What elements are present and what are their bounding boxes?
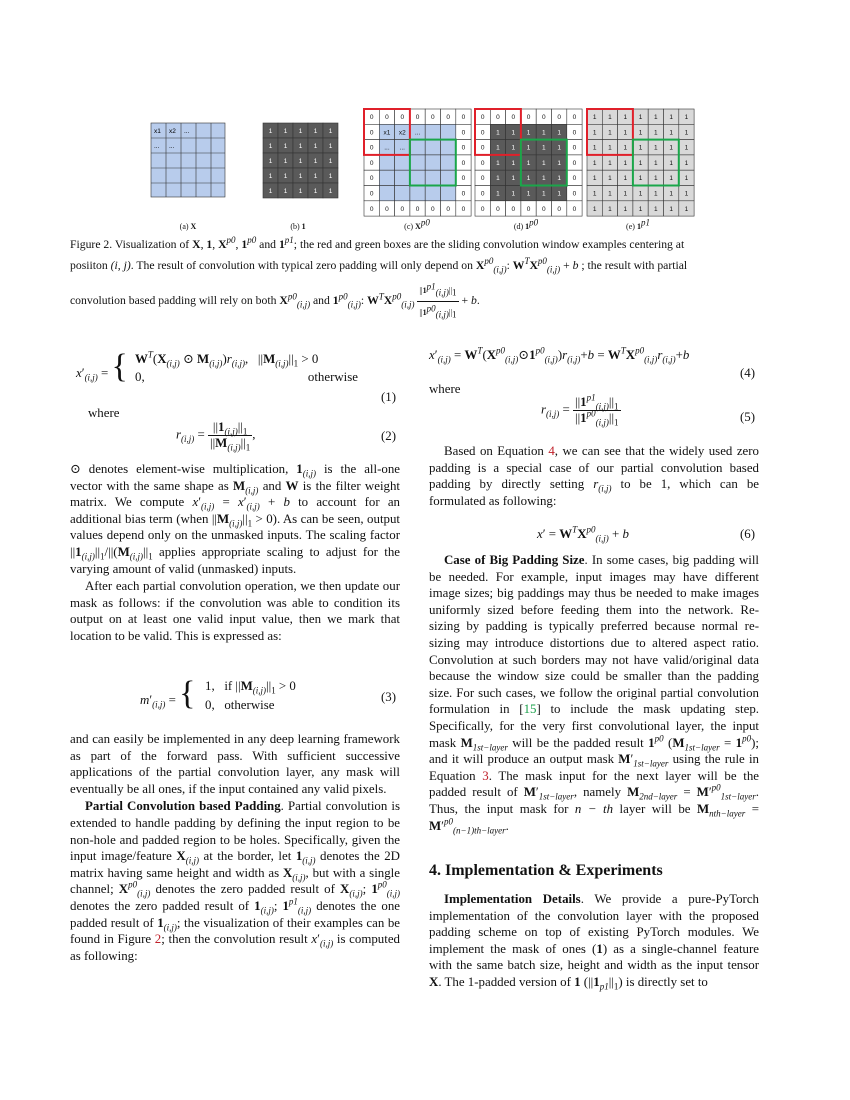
padding-cell-text: 1 [608, 205, 612, 213]
grid-cell-text: 1 [511, 144, 516, 152]
padding-cell-text: 0 [557, 205, 561, 213]
caption-line-1: Figure 2. Visualization of X, 1, $X^{p0}$, $1^{p0}$ and $1^{p1}$; the red and green boxes are the sliding convolution window examples centering at [70, 235, 685, 251]
equation-1: $x'_{(i,j)}$ = { [76, 348, 128, 385]
grid-cell-text: 1 [623, 129, 628, 137]
panel-d-grid [475, 109, 582, 216]
padding-cell-text: 0 [542, 113, 546, 121]
grid-cell-text: 1 [557, 144, 561, 152]
grid-cell-text: 1 [669, 159, 673, 167]
grid-cell-text: 1 [283, 142, 288, 150]
padding-cell-text: 1 [592, 159, 597, 167]
grid-cell [425, 155, 440, 170]
cell-x2: x2 [169, 128, 176, 135]
padding-cell-text: 0 [480, 113, 485, 121]
grid-cell-text: ... [384, 144, 390, 152]
padding-cell-text: 0 [461, 205, 466, 213]
padding-cell-text: 1 [684, 129, 689, 137]
padding-cell-text: 0 [369, 190, 374, 198]
grid-cell [410, 170, 425, 185]
equation-4: $x'_{(i,j)}$ = $W^T(X^{p0}_{(i,j)}⊙1^{p0}_{(i,j)})r_{(i,j)}+b = W^TX^{p0}_{(i,j)}r_{(i,j)}+b$ [429, 345, 690, 365]
grid-cell-text: 1 [511, 175, 516, 183]
padding-cell-text: 0 [369, 113, 374, 121]
grid-cell-text: 1 [669, 175, 673, 183]
caption-line-2: posiiton (i, j). The result of convolution with typical zero padding will only depend on $X^{p0}_{(i,j)}$: $W^TX^{p0}_{(i,j)} + b$ ; the result with partial [70, 256, 688, 275]
padding-cell-text: 0 [431, 113, 435, 121]
grid-cell-text: 1 [654, 175, 658, 183]
grid-cell-text: 1 [283, 127, 288, 135]
equation-1-case-b: 0, otherwise [135, 370, 359, 384]
panel-d-label: (d) $1^{p0}$ [513, 217, 539, 231]
grid-cell-text: 1 [542, 190, 546, 198]
equation-6: $x' = W^TX^{p0}_{(i,j)} + b$ [537, 524, 629, 544]
impl-details-title: Implementation Details [444, 892, 581, 906]
panel-b-grid [263, 123, 338, 198]
padding-cell-text: 0 [542, 205, 546, 213]
padding-cell-text: 0 [526, 113, 531, 121]
equation-3-number: (3) [381, 690, 397, 704]
big-padding-title: Case of Big Padding Size [444, 553, 585, 567]
padding-cell-text: 0 [415, 113, 420, 121]
left-paragraph-3 [70, 731, 400, 964]
grid-cell-text: 1 [638, 144, 643, 152]
grid-cell-text: 1 [268, 142, 273, 150]
grid-cell-text: 1 [313, 127, 318, 135]
padding-cell-text: 1 [684, 113, 689, 121]
grid-cell-text: 1 [557, 175, 561, 183]
grid-cell-text: 1 [542, 175, 546, 183]
grid-cell-text: 1 [268, 157, 273, 165]
panel-b-label: (b) 1 [290, 222, 306, 231]
grid-cell-text: 1 [526, 144, 531, 152]
padding-cell-text: 1 [684, 190, 689, 198]
grid-cell-text: 1 [298, 142, 303, 150]
grid-cell-text: 1 [496, 159, 500, 167]
grid-cell-text: 1 [638, 129, 643, 137]
padding-cell-text: 1 [592, 113, 597, 121]
panel-a-label: (a) X [179, 222, 197, 231]
padding-cell-text: 0 [369, 205, 374, 213]
padding-cell-text: 1 [684, 175, 689, 183]
padding-cell-text: 0 [461, 159, 466, 167]
grid-cell-text: 1 [328, 172, 333, 180]
padding-cell-text: 0 [385, 113, 389, 121]
left-paragraph-4: Partial Convolution based Padding. Partial convolution is extended to handle padding by defining the input region to be non-hole and padded region to be holes. Specifically, given the input image/feature $X_{(i,j)}$ at the border, let $1_{(i,j)}$ denotes the 2D matrix having same height and width as $X_{(i,j)}$, but with a single channel; $X^{p0}_{(i,j)}$ denotes the zero padded result of $X_{(i,j)}$; $1^{p0}_{(i,j)}$ denotes the zero padded result of $1_{(i,j)}$; $1^{p1}_{(i,j)}$ denotes the one padded result of $1_{(i,j)}$; the visualization of their examples can be found in Figure 2; then the convolution result $x'_{(i,j)}$ is computed as following: [70, 799, 401, 963]
grid-cell-text: 1 [283, 157, 288, 165]
cell-dots: ... [154, 143, 160, 150]
padding-cell-text: 1 [608, 113, 612, 121]
grid-cell [395, 170, 410, 185]
padding-cell-text: 0 [572, 205, 577, 213]
panel-e-grid [587, 109, 694, 216]
grid-cell-text: 1 [328, 157, 333, 165]
grid-cell-text: 1 [526, 129, 531, 137]
panel-a-grid [151, 123, 225, 197]
padding-cell-text: 1 [592, 129, 597, 137]
grid-cell [441, 140, 456, 155]
left-paragraph-3-text: and can easily be implemented in any deep learning framework as part of the forward pass. With sufficient successive applications of the partial convolution layer, any mask will eventually be all ones, if the input contained any valid pixels. [70, 732, 400, 796]
grid-cell-text: 1 [542, 144, 546, 152]
grid-cell-text: 1 [669, 144, 673, 152]
grid-cell [425, 170, 440, 185]
section-heading: 4. Implementation & Experiments [429, 862, 663, 879]
grid-cell-text: 1 [669, 190, 673, 198]
padding-cell-text: 1 [592, 175, 597, 183]
grid-cell-text: 1 [542, 129, 546, 137]
padding-cell-text: 0 [400, 205, 405, 213]
padding-cell-text: 1 [684, 144, 689, 152]
equation-2-number: (2) [381, 429, 397, 443]
left-paragraph-2: After each partial convolution operation, we then update our mask as follows: if the convolution was able to condition its output on at least one valid input value, then we mark that location to be valid. This is expressed as: [70, 579, 400, 643]
grid-cell-text: 1 [608, 190, 612, 198]
grid-cell-text: 1 [526, 175, 531, 183]
caption-line-3: convolution based padding will rely on both $X^{p0}_{(i,j)}$ and $1^{p0}_{(i,j)}$: $W^TX^{p0}_{(i,j)}$ $\frac{||1^{p1}_{(i,j)}||_1}{||1^{p0}_{(i,j)}||_1}$ + b. [70, 281, 480, 320]
padding-cell-text: 0 [511, 113, 516, 121]
equation-3-case-b: 0, otherwise [205, 698, 275, 712]
grid-cell-text: 1 [623, 175, 628, 183]
grid-cell-text: 1 [328, 142, 333, 150]
grid-cell-text: 1 [669, 129, 673, 137]
padding-cell-text: 0 [369, 175, 374, 183]
padding-cell-text: 0 [461, 175, 466, 183]
padding-cell-text: 1 [684, 159, 689, 167]
padding-cell-text: 1 [592, 190, 597, 198]
grid-cell-text: 1 [608, 144, 612, 152]
grid-cell-text: 1 [298, 187, 303, 195]
grid-cell [441, 124, 456, 139]
grid-cell-text: 1 [654, 159, 658, 167]
padding-cell-text: 0 [480, 144, 485, 152]
grid-cell-text: 1 [608, 129, 612, 137]
padding-cell-text: 0 [480, 159, 485, 167]
padding-cell-text: 0 [480, 205, 485, 213]
grid-cell-text: 1 [557, 159, 561, 167]
panel-c-grid [364, 109, 471, 216]
grid-cell-text: 1 [268, 187, 273, 195]
grid-cell [425, 124, 440, 139]
grid-cell-text: 1 [638, 190, 643, 198]
padding-cell-text: 0 [572, 175, 577, 183]
grid-cell-text: 1 [526, 159, 531, 167]
figure-2-graphic [0, 0, 850, 232]
padding-cell-text: 1 [592, 205, 597, 213]
padding-cell-text: 0 [461, 129, 466, 137]
equation-1-number: (1) [381, 390, 397, 404]
equation-5: $r_{(i,j)}$ = $\frac{||1^{p1}_{(i,j)}||_1}{||1^{p0}_{(i,j)}||_1}$ [541, 392, 619, 428]
grid-cell [441, 186, 456, 201]
where-label-1: where [88, 406, 120, 420]
grid-cell [395, 155, 410, 170]
grid-cell [425, 186, 440, 201]
grid-cell-text: 1 [557, 129, 561, 137]
padding-cell-text: 0 [511, 205, 516, 213]
grid-cell-text: 1 [623, 144, 628, 152]
grid-cell-text: 1 [328, 187, 333, 195]
grid-cell-text: 1 [623, 159, 628, 167]
grid-cell [379, 170, 394, 185]
equation-1-case-a: $W^T(X_{(i,j)}$ ⊙ $M_{(i,j)})r_{(i,j)}$, $||M_{(i,j)}||_1 > 0$ [135, 349, 319, 369]
grid-cell-text: 1 [526, 190, 531, 198]
grid-cell-text: 1 [313, 157, 318, 165]
grid-cell [379, 186, 394, 201]
grid-cell-text: 1 [496, 190, 500, 198]
where-label-2: where [429, 382, 461, 396]
grid-cell-text: 1 [638, 175, 643, 183]
padding-cell-text: 1 [638, 113, 643, 121]
padding-cell-text: 0 [461, 190, 466, 198]
figure-2 [0, 0, 850, 232]
grid-cell-text: 1 [608, 159, 612, 167]
grid-cell-text: 1 [298, 127, 303, 135]
panel-e-label: (e) $1^{p1}$ [626, 217, 650, 231]
padding-cell-text: 0 [557, 113, 561, 121]
grid-cell-text: 1 [313, 142, 318, 150]
padding-cell-text: 0 [572, 159, 577, 167]
grid-cell-text: 1 [313, 172, 318, 180]
padding-cell-text: 0 [572, 129, 577, 137]
grid-cell-text: 1 [283, 187, 288, 195]
grid-cell [410, 140, 425, 155]
grid-cell-text: 1 [542, 159, 546, 167]
padding-cell-text: 0 [572, 190, 577, 198]
padding-cell-text: 1 [592, 144, 597, 152]
grid-cell-text: 1 [496, 129, 500, 137]
grid-cell [410, 186, 425, 201]
grid-cell [425, 140, 440, 155]
padding-cell-text: 0 [369, 129, 374, 137]
padding-cell-text: 0 [496, 113, 500, 121]
grid-cell-text: 1 [298, 172, 303, 180]
grid-cell [395, 186, 410, 201]
right-paragraph-3: Implementation Details. We provide a pure-PyTorch implementation of the convolution layer with the proposed padding scheme on top of existing PyTorch modules. We implement the mask of ones (1) as a single-channel feature with the same batch size, height and width as the input tensor X. The 1-padded version of 1 $(||1_{p1}||_1)$ is directly set to [429, 892, 759, 992]
padding-cell-text: 1 [623, 113, 628, 121]
padding-cell-text: 1 [669, 205, 673, 213]
equation-3: $m'_{(i,j)}$ = { [140, 675, 196, 712]
padding-cell-text: 0 [415, 205, 420, 213]
padding-cell-text: 0 [446, 205, 450, 213]
padding-cell-text: 0 [400, 113, 405, 121]
grid-cell-text: 1 [654, 129, 658, 137]
grid-cell-text: x2 [398, 129, 406, 137]
panel-c-label: (c) $X^{p0}$ [404, 217, 430, 231]
grid-cell-text: 1 [511, 159, 516, 167]
cell-dots: ... [169, 143, 175, 150]
grid-cell-text: 1 [654, 144, 658, 152]
equation-2: $r_{(i,j)}$ = $\frac{||1_{(i,j)}||_1}{||M_{(i,j)}||_1}$ , [176, 420, 256, 453]
grid-cell-text: 1 [283, 172, 288, 180]
padding-cell-text: 1 [669, 113, 673, 121]
padding-cell-text: 1 [623, 205, 628, 213]
grid-cell-text: 1 [511, 190, 516, 198]
grid-cell [441, 170, 456, 185]
padding-cell-text: 0 [480, 190, 485, 198]
figure-caption [70, 234, 760, 323]
padding-cell-text: 0 [369, 144, 374, 152]
padding-cell-text: 0 [572, 113, 577, 121]
padding-cell-text: 0 [496, 205, 500, 213]
padding-cell-text: 0 [431, 205, 435, 213]
grid-cell-text: 1 [654, 190, 658, 198]
grid-cell-text: 1 [298, 157, 303, 165]
grid-cell-text: 1 [268, 172, 273, 180]
cell-dots: ... [184, 128, 190, 135]
cell-x1: x1 [154, 128, 161, 135]
grid-cell-text: 1 [608, 175, 612, 183]
equation-6-number: (6) [740, 527, 756, 541]
equation-5-number: (5) [740, 410, 756, 424]
grid-cell-text: 1 [313, 187, 318, 195]
equation-3-case-a: 1, if $||M_{(i,j)}||_1 > 0$ [205, 679, 296, 696]
grid-cell-text: 1 [511, 129, 516, 137]
right-paragraph-2: Case of Big Padding Size. In some cases, big padding will be needed. For example, input images may have different image sizes; big paddings may thus be needed to make images uniformly sized before feeding them into the network. Re-sizing by padding is typically preferred because normal re-sizing may introduce distortions due to altered aspect ratio. Convolution at such borders may not have valid/original data because the window size could be smaller than the padding size. For such cases, we follow the original partial convolution formulation in [15] to include the mask updating step. Specifically, for the very first convolutional layer, the input mask $M_{1st-layer}$ will be the padded result $1^{p0}$ $(M_{1st-layer} = 1^{p0})$; and it will produce an output mask $M'_{1st-layer}$ using the rule in Equation 3. The mask input for the next layer will be the padded result of $M'_{1st-layer}$, namely $M_{2nd-layer} = M'^{p0}_{1st-layer}$. Thus, the input mask for n − th layer will be $M_{nth-layer} = M'^{p0}_{(n-1)th-layer}$. [429, 553, 760, 836]
padding-cell-text: 1 [654, 113, 658, 121]
grid-cell-text: 1 [638, 159, 643, 167]
grid-cell [441, 155, 456, 170]
padding-cell-text: 0 [480, 175, 485, 183]
padding-cell-text: 0 [369, 159, 374, 167]
grid-cell [379, 155, 394, 170]
grid-cell-text: ... [414, 129, 421, 137]
right-paragraph-1: Based on Equation 4, we can see that the widely used zero padding is a special case of our partial convolution based padding by directly setting $r_{(i,j)}$ to be 1, which can be formulated as following: [429, 444, 759, 508]
grid-cell [410, 155, 425, 170]
padding-cell-text: 1 [654, 205, 658, 213]
grid-cell-text: 1 [268, 127, 273, 135]
padding-cell-text: 0 [480, 129, 485, 137]
grid-cell-text: 1 [557, 190, 561, 198]
padding-cell-text: 0 [446, 113, 450, 121]
grid-cell-text: 1 [496, 175, 500, 183]
left-paragraph-1: ⊙ denotes element-wise multiplication, $1_{(i,j)}$ is the all-one vector with the same shape as $M_{(i,j)}$ and W is the filter weight matrix. We compute $x'_{(i,j)} = x'_{(i,j)} + b$ to account for an additional bias term (when $||M_{(i,j)}||_1 > 0$). As can be seen, output values depend only on the unmasked inputs. The scaling factor $||1_{(i,j)}||_1/||(M_{(i,j)}||_1$ applies appropriate scaling to adjust for the varying amount of valid (unmasked) inputs. After each partial convolution operation, we then update our mask as follows: if the convolution was able to condition its output on at least one valid input value, then we mark that location to be valid. This is expressed as: [70, 462, 401, 643]
padding-cell-text: 0 [461, 144, 466, 152]
padding-cell-text: 1 [684, 205, 689, 213]
grid-cell-text: 1 [496, 144, 500, 152]
padding-cell-text: 0 [572, 144, 577, 152]
equation-4-number: (4) [740, 366, 756, 380]
partial-conv-padding-title: Partial Convolution based Padding [85, 799, 281, 814]
grid-cell-text: 1 [623, 190, 628, 198]
grid-cell-text: x1 [383, 129, 391, 137]
padding-cell-text: 0 [461, 113, 466, 121]
padding-cell-text: 1 [638, 205, 643, 213]
padding-cell-text: 0 [526, 205, 531, 213]
grid-cell-text: 1 [328, 127, 333, 135]
padding-cell-text: 0 [385, 205, 389, 213]
grid-cell-text: ... [399, 144, 405, 152]
